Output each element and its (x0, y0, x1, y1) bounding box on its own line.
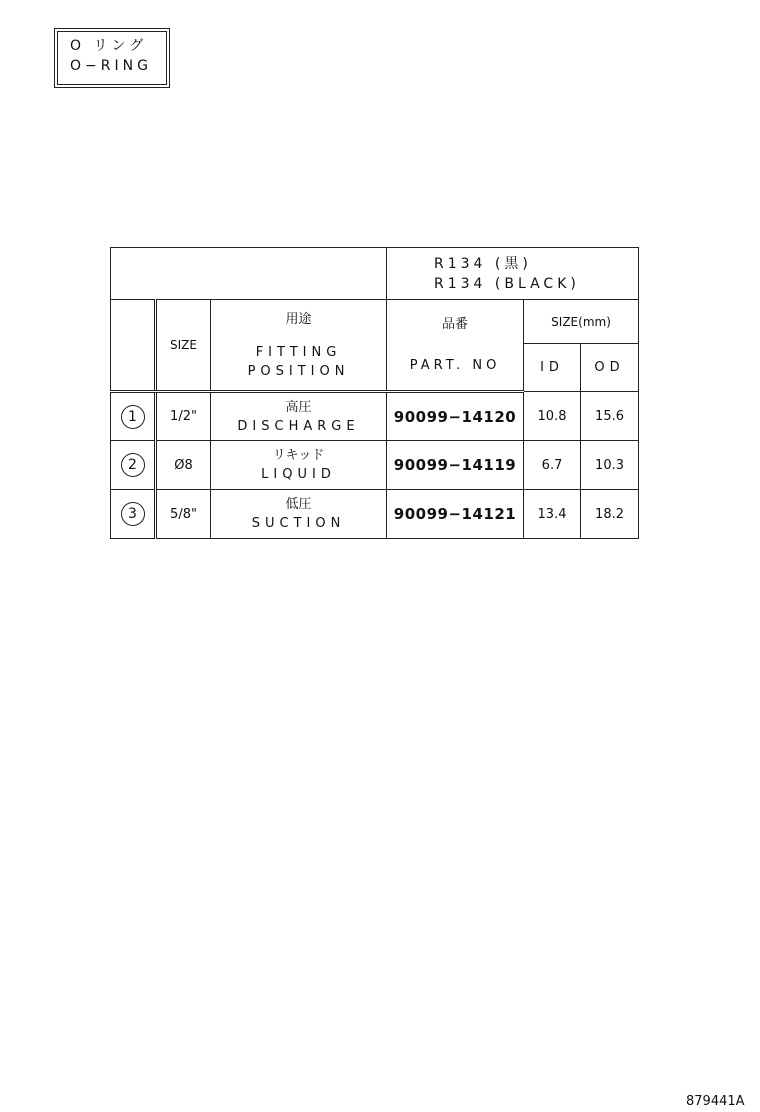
od-cell: 18.2 (581, 490, 639, 539)
fitting-en: SUCTION (251, 516, 346, 531)
fitting-jp: リキッド (272, 448, 325, 463)
row-number-cell (111, 392, 156, 441)
part-header-jp: 品番 (442, 317, 469, 332)
fitting-header (211, 300, 387, 392)
part-number-cell: 90099−14120 (387, 392, 524, 441)
fitting-en: DISCHARGE (237, 418, 360, 434)
fitting-header-en-1: FITTING (255, 344, 342, 360)
part-header-en: PART. NO (409, 358, 501, 373)
o-ring-label-box (57, 31, 167, 85)
blank-header-cell (111, 248, 387, 300)
circled-number: 3 (121, 502, 145, 526)
od-header: OD (581, 344, 639, 392)
size-cell: Ø8 (156, 441, 211, 490)
header-row-1 (111, 300, 639, 344)
id-cell: 6.7 (524, 441, 581, 490)
table-row (111, 441, 639, 490)
circled-number: 1 (121, 405, 145, 429)
refrigerant-row (111, 248, 639, 300)
circled-number: 2 (121, 453, 145, 477)
id-cell: 10.8 (524, 392, 581, 441)
table-row (111, 392, 639, 441)
fitting-header-en-2: POSITION (247, 363, 350, 379)
fitting-cell (211, 490, 387, 539)
refrigerant-en: R134 (BLACK) (434, 275, 580, 292)
table-row (111, 490, 639, 539)
od-cell: 10.3 (581, 441, 639, 490)
od-cell: 15.6 (581, 392, 639, 441)
fitting-jp: 低圧 (285, 497, 312, 512)
id-cell: 13.4 (524, 490, 581, 539)
row-number-cell (111, 441, 156, 490)
label-jp: O リング (70, 38, 148, 54)
part-number-cell: 90099−14119 (387, 441, 524, 490)
number-header-cell (111, 300, 156, 392)
fitting-jp: 高圧 (285, 399, 312, 415)
label-en: O−RING (70, 58, 152, 74)
illustration-reference-number: 879441A (686, 1094, 745, 1109)
size-mm-header: SIZE(mm) (524, 300, 639, 344)
fitting-en: LIQUID (261, 467, 336, 482)
id-header: ID (524, 344, 581, 392)
fitting-header-jp: 用途 (285, 311, 312, 327)
size-header: SIZE (156, 300, 211, 392)
size-cell: 1/2" (156, 392, 211, 441)
row-number-cell (111, 490, 156, 539)
fitting-cell (211, 392, 387, 441)
refrigerant-cell (387, 248, 639, 300)
fitting-cell (211, 441, 387, 490)
part-number-header (387, 300, 524, 392)
refrigerant-jp: R134 (黒) (434, 255, 532, 272)
o-ring-parts-table (110, 247, 639, 539)
size-cell: 5/8" (156, 490, 211, 539)
part-number-cell: 90099−14121 (387, 490, 524, 539)
